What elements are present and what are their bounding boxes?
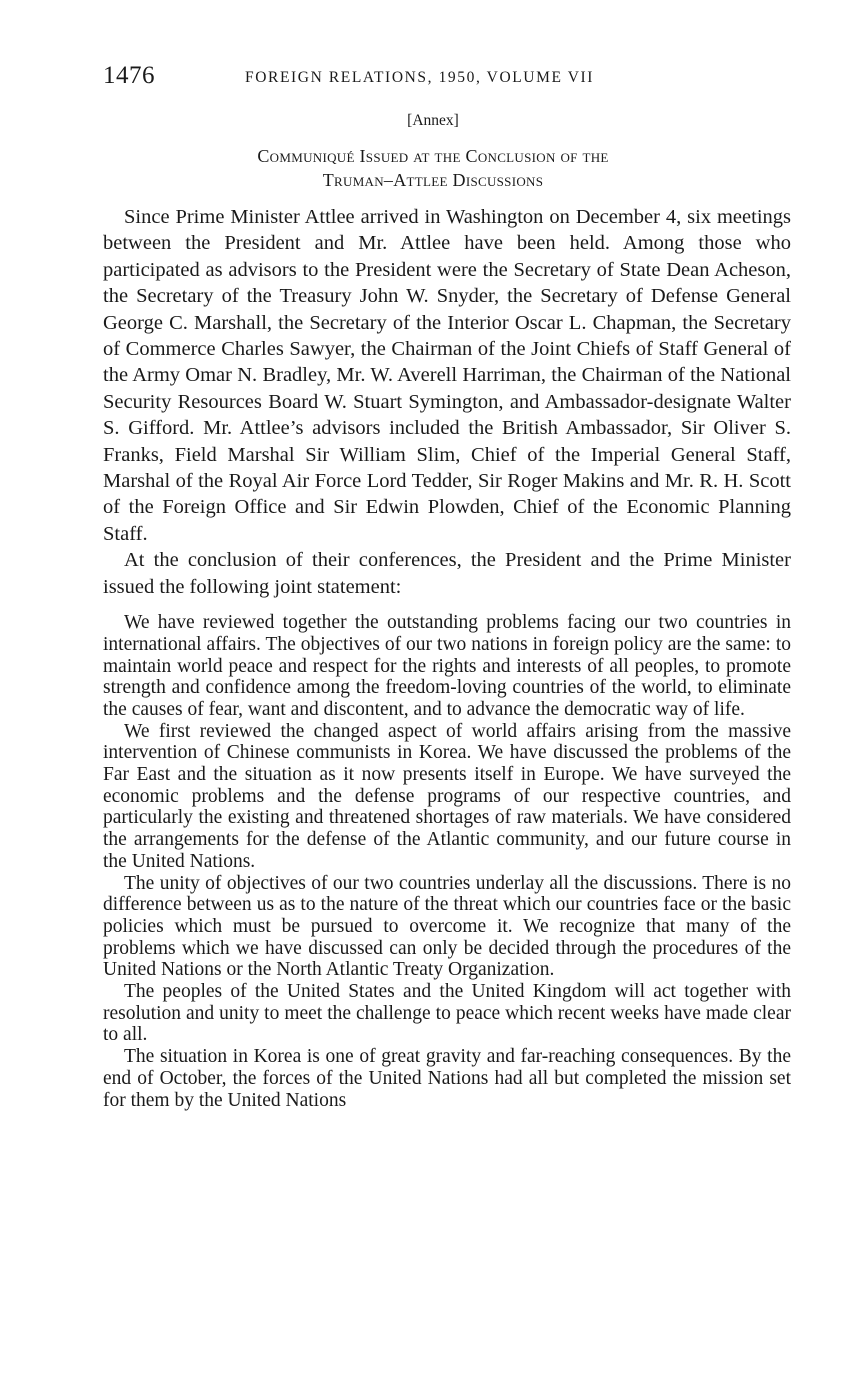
statement-paragraph: The situation in Korea is one of great gravity and far-reaching consequences. By the end of October, the forces of the United Nations had all but completed the mission set for them by the United Nations bbox=[103, 1046, 791, 1111]
annex-label: [Annex] bbox=[407, 112, 459, 129]
statement-paragraph: The unity of objectives of our two countries underlay all the discussions. There is no difference between us as to the nature of the threat which our countries face or the basic policies which must be pursued to overcome it. We recognize that many of the problems which we have discussed can only be decided through the procedures of the United Nations or the North Atlantic Treaty Organization. bbox=[103, 872, 791, 981]
statement-paragraph: We first reviewed the changed aspect of world affairs arising from the massive intervention of Chinese communists in Korea. We have discussed the problems of the Far East and the situation as it now presents itself in Europe. We have surveyed the economic problems and the defense programs of our respective countries, and particularly the existing and threatened shortages of raw materials. We have considered the arrangements for the defense of the Atlantic community, and our future course in the United Nations. bbox=[103, 720, 791, 872]
document-page bbox=[103, 62, 791, 1111]
intro-paragraph: Since Prime Minister Attlee arrived in Washington on December 4, six meetings between the President and Mr. Attlee have been held. Among those who participated as advisors to the President were the Secretary of State Dean Acheson, the Secretary of the Treasury John W. Snyder, the Secretary of Defense General George C. Marshall, the Secretary of the Interior Oscar L. Chapman, the Secretary of Commerce Charles Sawyer, the Chairman of the Joint Chiefs of Staff General of the Army Omar N. Bradley, Mr. W. Averell Harriman, the Chairman of the National Security Resources Board W. Stuart Symington, and Ambassador-designate Walter S. Gifford. Mr. Attlee’s advisors included the British Ambassador, Sir Oliver S. Franks, Field Marshal Sir William Slim, Chief of the Imperial General Staff, Marshal of the Royal Air Force Lord Tedder, Sir Roger Makins and Mr. R. H. Scott of the Foreign Office and Sir Edwin Plowden, Chief of the Economic Planning Staff. bbox=[103, 206, 791, 545]
communique-heading bbox=[75, 144, 791, 192]
joint-statement bbox=[103, 612, 791, 1111]
running-head bbox=[103, 62, 791, 94]
heading-line-1: Communiqué Issued at the Conclusion of the bbox=[257, 146, 609, 166]
page-number: 1476 bbox=[103, 62, 155, 89]
heading-line-2: Truman–Attlee Discussions bbox=[322, 170, 544, 190]
statement-paragraph: We have reviewed together the outstanding problems facing our two countries in international affairs. The objectives of our two nations in foreign policy are the same: to maintain world peace and respect for the rights and interests of all peoples, to promote strength and confidence among the freedom-loving countries of the world, to eliminate the causes of fear, want and discontent, and to advance the democratic way of life. bbox=[103, 612, 791, 720]
intro-section bbox=[103, 204, 791, 600]
intro-paragraph: At the conclusion of their conferences, the President and the Prime Minister issued the following joint statement: bbox=[103, 549, 791, 598]
running-title: FOREIGN RELATIONS, 1950, VOLUME VII bbox=[245, 69, 595, 86]
statement-paragraph: The peoples of the United States and the United Kingdom will act together with resolution and unity to meet the challenge to peace which recent weeks have made clear to all. bbox=[103, 981, 791, 1046]
